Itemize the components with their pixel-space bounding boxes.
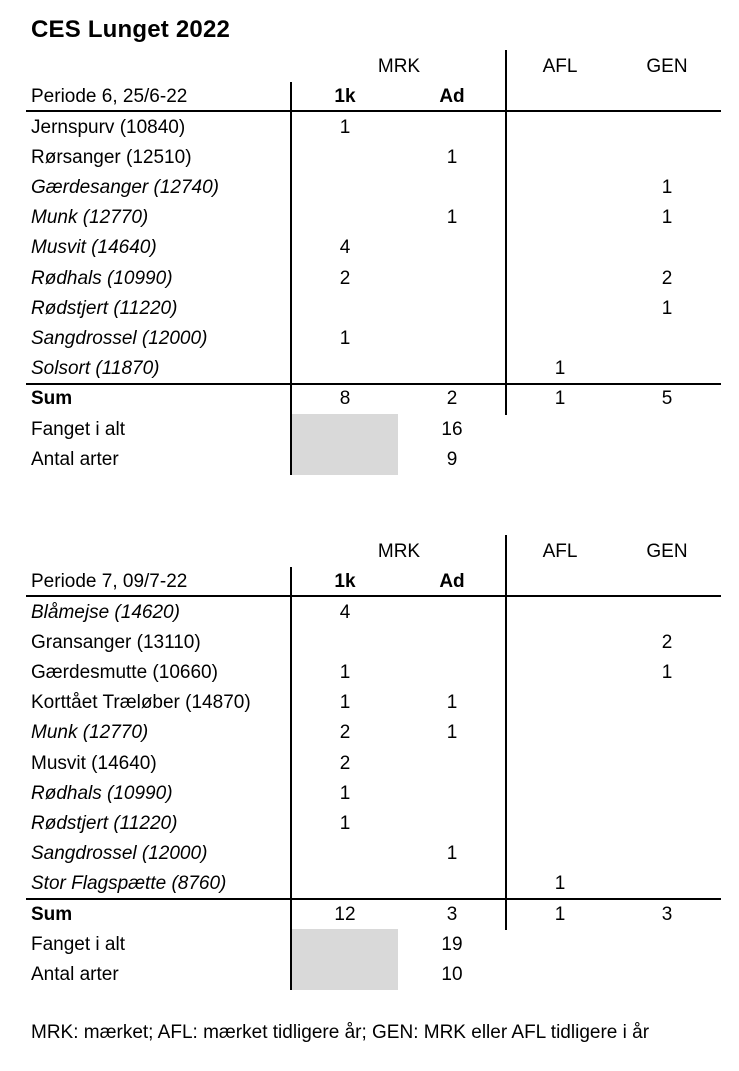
sum-afl: 1 xyxy=(554,903,566,925)
sum-1k: 8 xyxy=(339,388,351,410)
header-1k: 1k xyxy=(334,571,356,592)
species-name: Rødstjert (11220) xyxy=(31,297,178,319)
sum-gen: 3 xyxy=(661,903,673,925)
count-ad xyxy=(398,658,506,688)
count-afl xyxy=(506,264,614,294)
sum-label: Sum xyxy=(31,903,73,925)
count-ad: 1 xyxy=(446,146,458,168)
count-1k xyxy=(292,173,398,203)
count-1k: 4 xyxy=(339,237,351,259)
sum-ad: 3 xyxy=(446,903,458,925)
species-name: Sangdrossel (12000) xyxy=(31,327,208,349)
count-afl xyxy=(506,628,614,658)
header-gen: GEN xyxy=(646,541,688,562)
count-gen xyxy=(614,598,720,628)
species-name: Solsort (11870) xyxy=(31,358,160,380)
count-afl xyxy=(506,113,614,143)
count-1k xyxy=(292,354,398,384)
species-name: Musvit (14640) xyxy=(31,752,157,774)
count-gen: 2 xyxy=(661,267,673,289)
header-gen: GEN xyxy=(646,56,688,77)
count-ad: 1 xyxy=(446,692,458,714)
count-ad xyxy=(398,233,506,263)
sum-1k: 12 xyxy=(334,903,356,925)
column-divider-afl xyxy=(505,535,507,930)
species-name: Blåmejse (14620) xyxy=(31,601,180,623)
count-afl xyxy=(506,658,614,688)
species-name: Rødstjert (11220) xyxy=(31,812,178,834)
count-afl xyxy=(506,324,614,354)
sum-afl: 1 xyxy=(554,388,566,410)
count-ad xyxy=(398,294,506,324)
species-name: Munk (12770) xyxy=(31,722,149,744)
count-afl xyxy=(506,839,614,869)
count-afl xyxy=(506,598,614,628)
sum-gen: 5 xyxy=(661,388,673,410)
column-divider-1k xyxy=(290,82,292,475)
count-ad xyxy=(398,869,506,899)
count-1k xyxy=(292,294,398,324)
header-afl: AFL xyxy=(542,56,578,77)
count-gen xyxy=(614,113,720,143)
count-afl: 1 xyxy=(554,873,566,895)
count-gen: 1 xyxy=(661,176,673,198)
sum-ad: 2 xyxy=(446,388,458,410)
fanget-label: Fanget i alt xyxy=(31,418,125,440)
count-ad xyxy=(398,749,506,779)
count-afl xyxy=(506,718,614,748)
count-1k: 2 xyxy=(339,722,351,744)
count-gen xyxy=(614,749,720,779)
fanget-value: 16 xyxy=(441,418,463,440)
count-afl xyxy=(506,779,614,809)
species-name: Rørsanger (12510) xyxy=(31,146,192,168)
period-label: Periode 6, 25/6-22 xyxy=(31,86,188,107)
count-1k: 2 xyxy=(339,752,351,774)
header-afl: AFL xyxy=(542,541,578,562)
count-ad xyxy=(398,264,506,294)
count-gen: 1 xyxy=(661,661,673,683)
count-ad xyxy=(398,324,506,354)
count-gen xyxy=(614,324,720,354)
period-table xyxy=(0,50,739,520)
count-gen: 1 xyxy=(661,207,673,229)
count-gen xyxy=(614,354,720,384)
count-ad xyxy=(398,809,506,839)
page-title: CES Lunget 2022 xyxy=(31,16,231,43)
species-name: Sangdrossel (12000) xyxy=(31,843,208,865)
count-afl xyxy=(506,294,614,324)
count-ad xyxy=(398,628,506,658)
count-gen xyxy=(614,143,720,173)
count-ad: 1 xyxy=(446,207,458,229)
count-gen xyxy=(614,839,720,869)
fanget-value: 19 xyxy=(441,933,463,955)
count-afl xyxy=(506,688,614,718)
species-name: Gransanger (13110) xyxy=(31,631,201,653)
count-1k: 1 xyxy=(339,692,351,714)
count-1k: 2 xyxy=(339,267,351,289)
count-ad xyxy=(398,354,506,384)
species-name: Munk (12770) xyxy=(31,207,149,229)
count-ad xyxy=(398,779,506,809)
count-gen xyxy=(614,233,720,263)
count-1k xyxy=(292,628,398,658)
count-gen xyxy=(614,869,720,899)
count-1k: 1 xyxy=(339,116,351,138)
species-name: Jernspurv (10840) xyxy=(31,116,186,138)
period-label: Periode 7, 09/7-22 xyxy=(31,571,188,592)
species-name: Musvit (14640) xyxy=(31,237,157,259)
species-name: Rødhals (10990) xyxy=(31,267,173,289)
count-gen: 1 xyxy=(661,297,673,319)
header-1k: 1k xyxy=(334,86,356,107)
count-ad xyxy=(398,173,506,203)
count-afl xyxy=(506,809,614,839)
count-afl xyxy=(506,749,614,779)
column-divider-afl xyxy=(505,50,507,415)
count-afl: 1 xyxy=(554,358,566,380)
species-name: Korttået Træløber (14870) xyxy=(31,692,251,714)
arter-value: 9 xyxy=(446,448,458,470)
count-ad: 1 xyxy=(446,722,458,744)
count-afl xyxy=(506,203,614,233)
count-ad xyxy=(398,598,506,628)
species-name: Gærdesmutte (10660) xyxy=(31,661,218,683)
header-ad: Ad xyxy=(439,86,465,107)
totals-shading xyxy=(291,414,398,475)
count-1k xyxy=(292,869,398,899)
totals-shading xyxy=(291,929,398,990)
arter-value: 10 xyxy=(441,963,463,985)
count-ad xyxy=(398,113,506,143)
count-ad: 1 xyxy=(446,843,458,865)
header-ad: Ad xyxy=(439,571,465,592)
header-mrk: MRK xyxy=(377,56,421,77)
count-afl xyxy=(506,173,614,203)
legend-footnote: MRK: mærket; AFL: mærket tidligere år; GEN: MRK eller AFL tidligere i år xyxy=(31,1022,650,1043)
column-divider-1k xyxy=(290,567,292,990)
count-1k: 1 xyxy=(339,782,351,804)
arter-label: Antal arter xyxy=(31,963,119,985)
arter-label: Antal arter xyxy=(31,448,119,470)
count-1k: 4 xyxy=(339,601,351,623)
count-gen xyxy=(614,809,720,839)
count-1k: 1 xyxy=(339,327,351,349)
count-1k xyxy=(292,203,398,233)
count-afl xyxy=(506,233,614,263)
species-name: Rødhals (10990) xyxy=(31,782,173,804)
species-name: Stor Flagspætte (8760) xyxy=(31,873,227,895)
count-gen xyxy=(614,718,720,748)
count-gen: 2 xyxy=(661,631,673,653)
count-gen xyxy=(614,688,720,718)
header-mrk: MRK xyxy=(377,541,421,562)
count-afl xyxy=(506,143,614,173)
species-name: Gærdesanger (12740) xyxy=(31,176,219,198)
count-gen xyxy=(614,779,720,809)
count-1k: 1 xyxy=(339,812,351,834)
fanget-label: Fanget i alt xyxy=(31,933,125,955)
period-table xyxy=(0,535,739,1005)
count-1k: 1 xyxy=(339,661,351,683)
count-1k xyxy=(292,143,398,173)
count-1k xyxy=(292,839,398,869)
sum-label: Sum xyxy=(31,388,73,410)
